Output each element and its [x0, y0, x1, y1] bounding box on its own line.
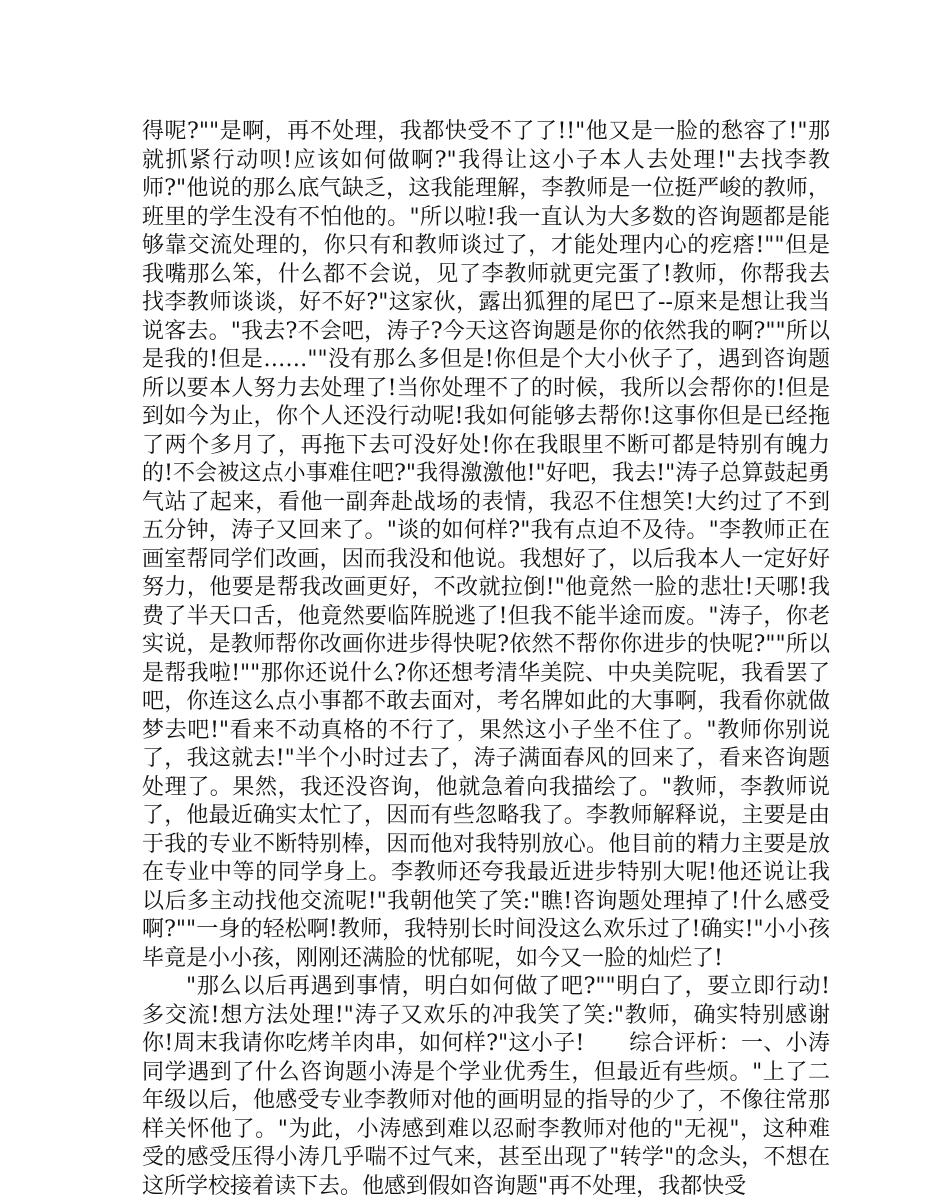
- document-body: [142, 118, 830, 1201]
- paragraph-2: "那么以后再遇到事情，明白如何做了吧?""明白了，要立即行动!多交流!想方法处理!"涛子又欢乐的冲我笑了笑:"教师，确实特别感谢你!周末我请你吃烤羊肉串，如何样?"这小子! 综合评析：一、小涛同学遇到了什么咨询题小涛是个学业优秀生，但最近有些烦。"上了二年级以后，他感受专业李教师对他的画明显的指导的少了，不像往常那样关怀他了。"为此，小涛感到难以忍耐李教师对他的"无视"，这种难受的感受压得小涛几乎喘不过气来，甚至出现了"转学"的念头，不想在这所学校接着读下去。他感到假如咨询题"再不处理，我都快受: [142, 974, 830, 1199]
- paragraph-1: 得呢?""是啊，再不处理，我都快受不了了!!"他又是一脸的愁容了!"那就抓紧行动呗!应该如何做啊?"我得让这小子本人去处理!"去找李教师?"他说的那么底气缺乏，这我能理解，李教师是一位挺严峻的教师，班里的学生没有不怕他的。"所以啦!我一直认为大多数的咨询题都是能够靠交流处理的，你只有和教师谈过了，才能处理内心的疙瘩!""但是我嘴那么笨，什么都不会说，见了李教师就更完蛋了!教师，你帮我去找李教师谈谈，好不好?"这家伙，露出狐狸的尾巴了--原来是想让我当说客去。"我去?不会吧，涛子?今天这咨询题是你的依然我的啊?""所以是我的!但是……""没有那么多但是!你但是个大小伙子了，遇到咨询题所以要本人努力去处理了!当你处理不了的时候，我所以会帮你的!但是到如今为止，你个人还没行动呢!我如何能够去帮你!这事你但是已经拖了两个多月了，再拖下去可没好处!你在我眼里不断可都是特别有魄力的!不会被这点小事难住吧?"我得激激他!"好吧，我去!"涛子总算鼓起勇气站了起来，看他一副奔赴战场的表情，我忍不住想笑!大约过了不到五分钟，涛子又回来了。"谈的如何样?"我有点迫不及待。"李教师正在画室帮同学们改画，因而我没和他说。我想好了，以后我本人一定好好努力，他要是帮我改画更好，不改就拉倒!"他竟然一脸的悲壮!天哪!我费了半天口舌，他竟然要临阵脱逃了!但我不能半途而废。"涛子，你老实说，是教师帮你改画你进步得快呢?依然不帮你你进步的快呢?""所以是帮我啦!""那你还说什么?你还想考清华美院、中央美院呢，我看罢了吧，你连这么点小事都不敢去面对，考名牌如此的大事啊，我看你就做梦去吧!"看来不动真格的不行了，果然这小子坐不住了。"教师你别说了，我这就去!"半个小时过去了，涛子满面春风的回来了，看来咨询题处理了。果然，我还没咨询，他就急着向我描绘了。"教师，李教师说了，他最近确实太忙了，因而有些忽略我了。李教师解释说，主要是由于我的专业不断特别棒，因而他对我特别放心。他目前的精力主要是放在专业中等的同学身上。李教师还夸我最近进步特别大呢!他还说让我以后多主动找他交流呢!"我朝他笑了笑:"瞧!咨询题处理掉了!什么感受啊?""一身的轻松啊!教师，我特别长时间没这么欢乐过了!确实!"小小孩毕竟是小小孩，刚刚还满脸的忧郁呢，如今又一脸的灿烂了!: [142, 119, 830, 971]
